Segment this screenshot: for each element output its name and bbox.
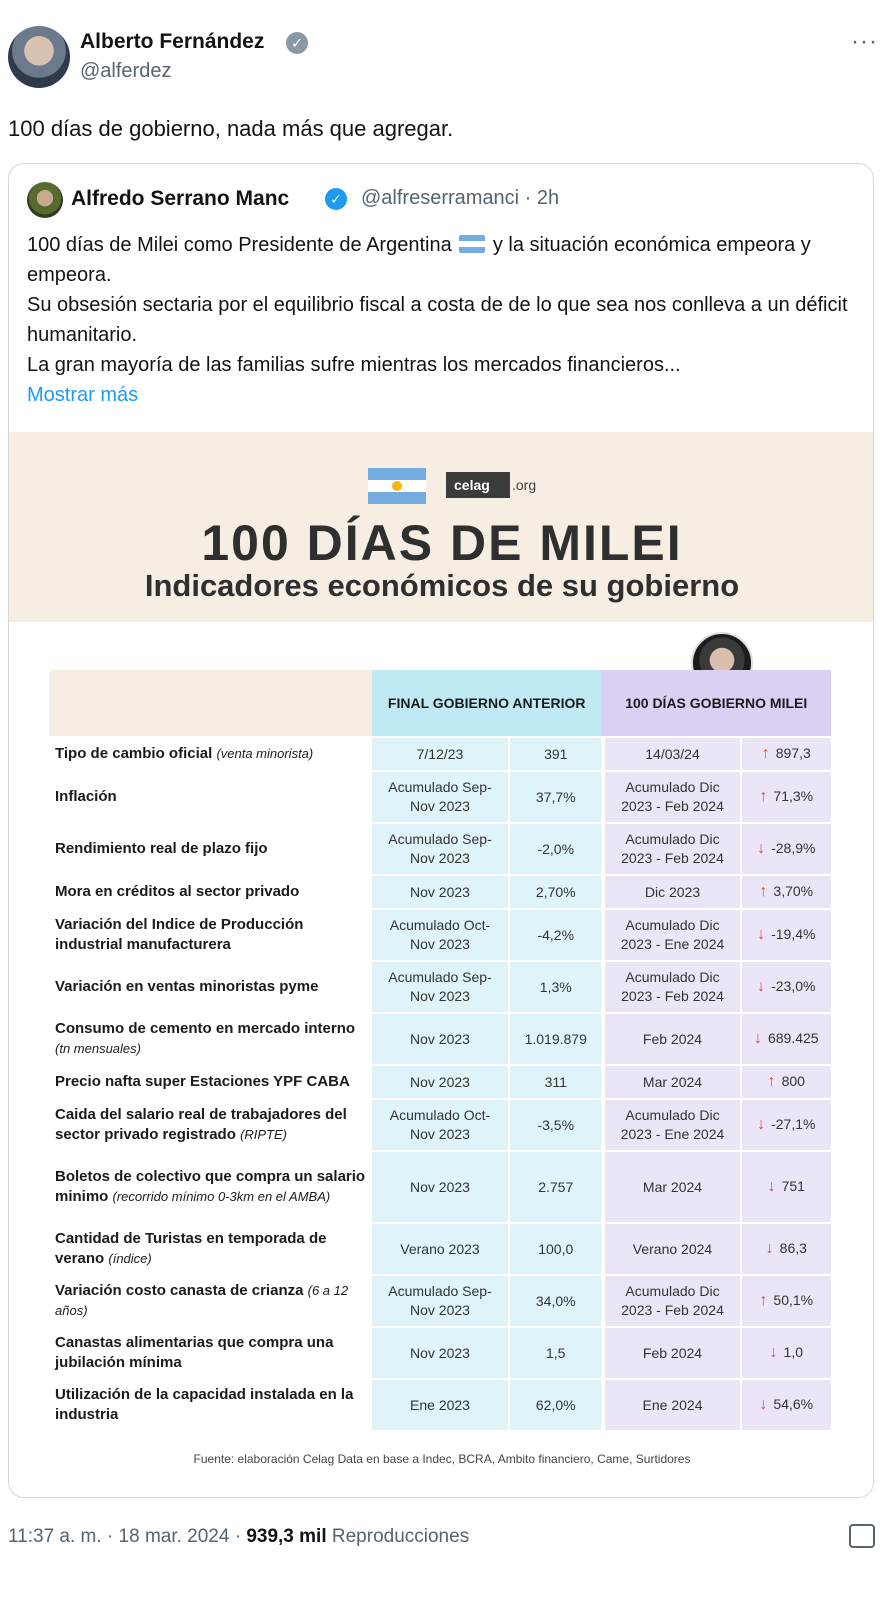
milei-value: 751 (781, 1178, 805, 1194)
view-count: 939,3 mil (246, 1526, 327, 1547)
source-note: Fuente: elaboración Celag Data en base a Indec, BCRA, Ambito financiero, Came, Surtidores (193, 1452, 691, 1466)
row-label-text: Tipo de cambio oficial (55, 745, 213, 762)
milei-period: Acumulado Dic 2023 - Feb 2024 (601, 1276, 739, 1326)
row-label-text: Cantidad de Turistas en temporada de verano (55, 1230, 327, 1267)
row-label (49, 962, 372, 1012)
prev-value: 1,5 (508, 1328, 601, 1378)
row-label (49, 910, 372, 960)
table-row (49, 1380, 831, 1430)
tweet-header (8, 22, 878, 92)
arrow-down-icon: ↓ (757, 926, 766, 943)
verified-badge-icon: ✓ (325, 188, 347, 210)
prev-value: -2,0% (508, 824, 601, 874)
analytics-icon[interactable] (849, 1524, 875, 1548)
quoted-text (27, 230, 867, 410)
indicators-table (49, 668, 831, 1432)
row-label-text: Variación costo canasta de crianza (55, 1282, 304, 1299)
prev-period: Nov 2023 (372, 1328, 508, 1378)
infographic-subtitle: Indicadores económicos de su gobierno (144, 568, 740, 603)
quoted-line-1a: 100 días de Milei como Presidente de Argentina (27, 234, 452, 256)
table-row (49, 1328, 831, 1378)
table-row (49, 824, 831, 874)
arrow-down-icon: ↓ (765, 1240, 774, 1257)
milei-value: 800 (781, 1073, 805, 1089)
quoted-avatar[interactable] (27, 182, 63, 218)
row-label (49, 1380, 372, 1430)
prev-value: 1,3% (508, 962, 601, 1012)
row-label-text: Utilización de la capacidad instalada en la industria (55, 1386, 354, 1423)
quoted-line-1b: y la situación económica empeora y empeora. (27, 234, 811, 286)
author-handle[interactable]: @alferdez (80, 60, 172, 82)
prev-period: Ene 2023 (372, 1380, 508, 1430)
row-note: (venta minorista) (216, 746, 314, 761)
celag-logo (446, 472, 536, 498)
quoted-author-name[interactable]: Alfredo Serrano Manc (71, 187, 290, 210)
row-label-text: Precio nafta super Estaciones YPF CABA (55, 1073, 350, 1090)
table-row (49, 1224, 831, 1274)
row-note: (6 a 12 años) (55, 1283, 349, 1318)
row-label-text: Consumo de cemento en mercado interno (55, 1020, 356, 1037)
celag-logo-suffix: .org (510, 472, 538, 498)
milei-value: -27,1% (771, 1116, 816, 1132)
milei-value-cell (740, 1380, 831, 1430)
quoted-handle-time: @alfreserramanci · 2h (361, 187, 560, 209)
views-label: Reproducciones (326, 1526, 470, 1547)
prev-value: 2,70% (508, 876, 601, 908)
row-label-text: Rendimiento real de plazo fijo (55, 840, 268, 857)
milei-value-cell (740, 910, 831, 960)
timestamp[interactable]: 11:37 a. m. · 18 mar. 2024 · (8, 1526, 247, 1547)
arrow-up-icon: ↑ (767, 1073, 776, 1090)
prev-value: 391 (508, 738, 601, 770)
milei-value: -19,4% (771, 926, 816, 942)
arrow-down-icon: ↓ (753, 1030, 762, 1047)
table-row (49, 910, 831, 960)
milei-value-cell (740, 962, 831, 1012)
row-label (49, 1224, 372, 1274)
milei-value-cell (740, 1066, 831, 1098)
table-row (49, 1276, 831, 1326)
milei-period: Mar 2024 (601, 1066, 739, 1098)
arrow-up-icon: ↑ (761, 745, 770, 762)
prev-value: 37,7% (508, 772, 601, 822)
row-label-text: Boletos de colectivo que compra un salario minimo (55, 1168, 366, 1205)
author-avatar[interactable] (8, 26, 70, 88)
milei-value-cell (740, 1152, 831, 1222)
prev-period: Nov 2023 (372, 1066, 508, 1098)
arrow-up-icon: ↑ (759, 883, 768, 900)
milei-value: 897,3 (775, 745, 811, 761)
prev-value: 100,0 (508, 1224, 601, 1274)
prev-period: Verano 2023 (372, 1224, 508, 1274)
prev-period: Nov 2023 (372, 1152, 508, 1222)
prev-period: Acumulado Sep-Nov 2023 (372, 772, 508, 822)
header-label-cell (49, 670, 372, 736)
prev-value: 62,0% (508, 1380, 601, 1430)
author-name[interactable]: Alberto Fernández (80, 30, 265, 53)
infographic-image[interactable] (9, 432, 874, 1498)
table-row (49, 772, 831, 822)
quoted-tweet[interactable] (8, 163, 874, 1498)
milei-value-cell (740, 1276, 831, 1326)
table-row (49, 1014, 831, 1064)
prev-period: Acumulado Sep-Nov 2023 (372, 1276, 508, 1326)
arrow-down-icon: ↓ (759, 1396, 768, 1413)
prev-period: Acumulado Oct-Nov 2023 (372, 910, 508, 960)
row-label-text: Variación del Indice de Producción industrial manufacturera (55, 916, 304, 953)
milei-value: 3,70% (773, 883, 814, 899)
row-label (49, 876, 372, 908)
milei-value: -28,9% (771, 840, 816, 856)
milei-period: 14/03/24 (601, 738, 739, 770)
prev-value: 2.757 (508, 1152, 601, 1222)
row-label-text: Caida del salario real de trabajadores del sector privado registrado (55, 1106, 347, 1143)
row-label-text: Mora en créditos al sector privado (55, 883, 300, 900)
milei-period: Ene 2024 (601, 1380, 739, 1430)
milei-value: 689.425 (767, 1030, 819, 1046)
argentina-flag-icon (459, 235, 485, 253)
milei-period: Feb 2024 (601, 1014, 739, 1064)
table-row (49, 1100, 831, 1150)
row-label (49, 1100, 372, 1150)
prev-value: 311 (508, 1066, 601, 1098)
milei-value-cell (740, 1100, 831, 1150)
table-row (49, 876, 831, 908)
verified-badge-icon: ✓ (286, 32, 308, 54)
table-row (49, 962, 831, 1012)
arrow-up-icon: ↑ (759, 1292, 768, 1309)
prev-period: Acumulado Oct-Nov 2023 (372, 1100, 508, 1150)
row-label (49, 1328, 372, 1378)
milei-period: Acumulado Dic 2023 - Feb 2024 (601, 962, 739, 1012)
arrow-up-icon: ↑ (759, 788, 768, 805)
milei-period: Verano 2024 (601, 1224, 739, 1274)
row-label-text: Inflación (55, 788, 117, 805)
milei-value-cell (740, 824, 831, 874)
milei-period: Acumulado Dic 2023 - Feb 2024 (601, 772, 739, 822)
row-label (49, 772, 372, 822)
row-label-text: Variación en ventas minoristas pyme (55, 978, 319, 995)
table-body (49, 738, 831, 1430)
milei-value-cell (740, 772, 831, 822)
milei-value: 1,0 (783, 1344, 804, 1360)
row-label (49, 1014, 372, 1064)
prev-period: Nov 2023 (372, 876, 508, 908)
milei-value: 50,1% (773, 1292, 814, 1308)
header-milei-government: 100 DÍAS GOBIERNO MILEI (601, 670, 831, 736)
arrow-down-icon: ↓ (757, 840, 766, 857)
arrow-down-icon: ↓ (767, 1178, 776, 1195)
row-label (49, 1276, 372, 1326)
milei-value: 86,3 (779, 1240, 807, 1256)
prev-period: Acumulado Sep-Nov 2023 (372, 962, 508, 1012)
row-label (49, 824, 372, 874)
prev-value: -3,5% (508, 1100, 601, 1150)
milei-period: Feb 2024 (601, 1328, 739, 1378)
milei-period: Acumulado Dic 2023 - Feb 2024 (601, 824, 739, 874)
header-previous-government: FINAL GOBIERNO ANTERIOR (372, 670, 602, 736)
tweet-text: 100 días de gobierno, nada más que agregar. (8, 116, 454, 141)
milei-value-cell (740, 1224, 831, 1274)
arrow-down-icon: ↓ (757, 978, 766, 995)
infographic-title: 100 DÍAS DE MILEI (201, 515, 683, 571)
celag-logo-text: celag (454, 477, 490, 493)
milei-value: -23,0% (771, 978, 816, 994)
milei-period: Acumulado Dic 2023 - Ene 2024 (601, 910, 739, 960)
milei-value-cell (740, 1328, 831, 1378)
show-more-link[interactable]: Mostrar más (27, 384, 139, 406)
argentina-flag-icon (368, 468, 426, 504)
milei-value: 71,3% (773, 788, 814, 804)
infographic-header (9, 432, 874, 622)
row-note: (índice) (108, 1251, 152, 1266)
milei-period: Dic 2023 (601, 876, 739, 908)
quoted-header (27, 182, 867, 220)
prev-period: Acumulado Sep-Nov 2023 (372, 824, 508, 874)
prev-period: 7/12/23 (372, 738, 508, 770)
prev-value: -4,2% (508, 910, 601, 960)
row-label (49, 738, 372, 770)
milei-value-cell (740, 738, 831, 770)
prev-value: 1.019.879 (508, 1014, 601, 1064)
table-row (49, 1152, 831, 1222)
milei-period: Acumulado Dic 2023 - Ene 2024 (601, 1100, 739, 1150)
row-label (49, 1066, 372, 1098)
row-note: (RIPTE) (240, 1127, 288, 1142)
quoted-line-2: Su obsesión sectaria por el equilibrio fiscal a costa de de lo que sea nos conlleva a un déficit humanitario. (27, 294, 848, 346)
tweet-footer (8, 1526, 469, 1548)
more-options-button[interactable]: ··· (851, 28, 878, 55)
table-header-row (49, 670, 831, 736)
row-note: (recorrido mínimo 0-3km en el AMBA) (112, 1189, 331, 1204)
milei-value-cell (740, 876, 831, 908)
prev-period: Nov 2023 (372, 1014, 508, 1064)
prev-value: 34,0% (508, 1276, 601, 1326)
table-row (49, 1066, 831, 1098)
quoted-line-3: La gran mayoría de las familias sufre mientras los mercados financieros... (27, 354, 681, 376)
row-note: (tn mensuales) (55, 1041, 141, 1056)
milei-period: Mar 2024 (601, 1152, 739, 1222)
table-row (49, 738, 831, 770)
milei-value: 54,6% (773, 1396, 814, 1412)
arrow-down-icon: ↓ (757, 1116, 766, 1133)
row-label (49, 1152, 372, 1222)
milei-value-cell (740, 1014, 831, 1064)
arrow-down-icon: ↓ (769, 1344, 778, 1361)
row-label-text: Canastas alimentarias que compra una jubilación mínima (55, 1334, 334, 1371)
